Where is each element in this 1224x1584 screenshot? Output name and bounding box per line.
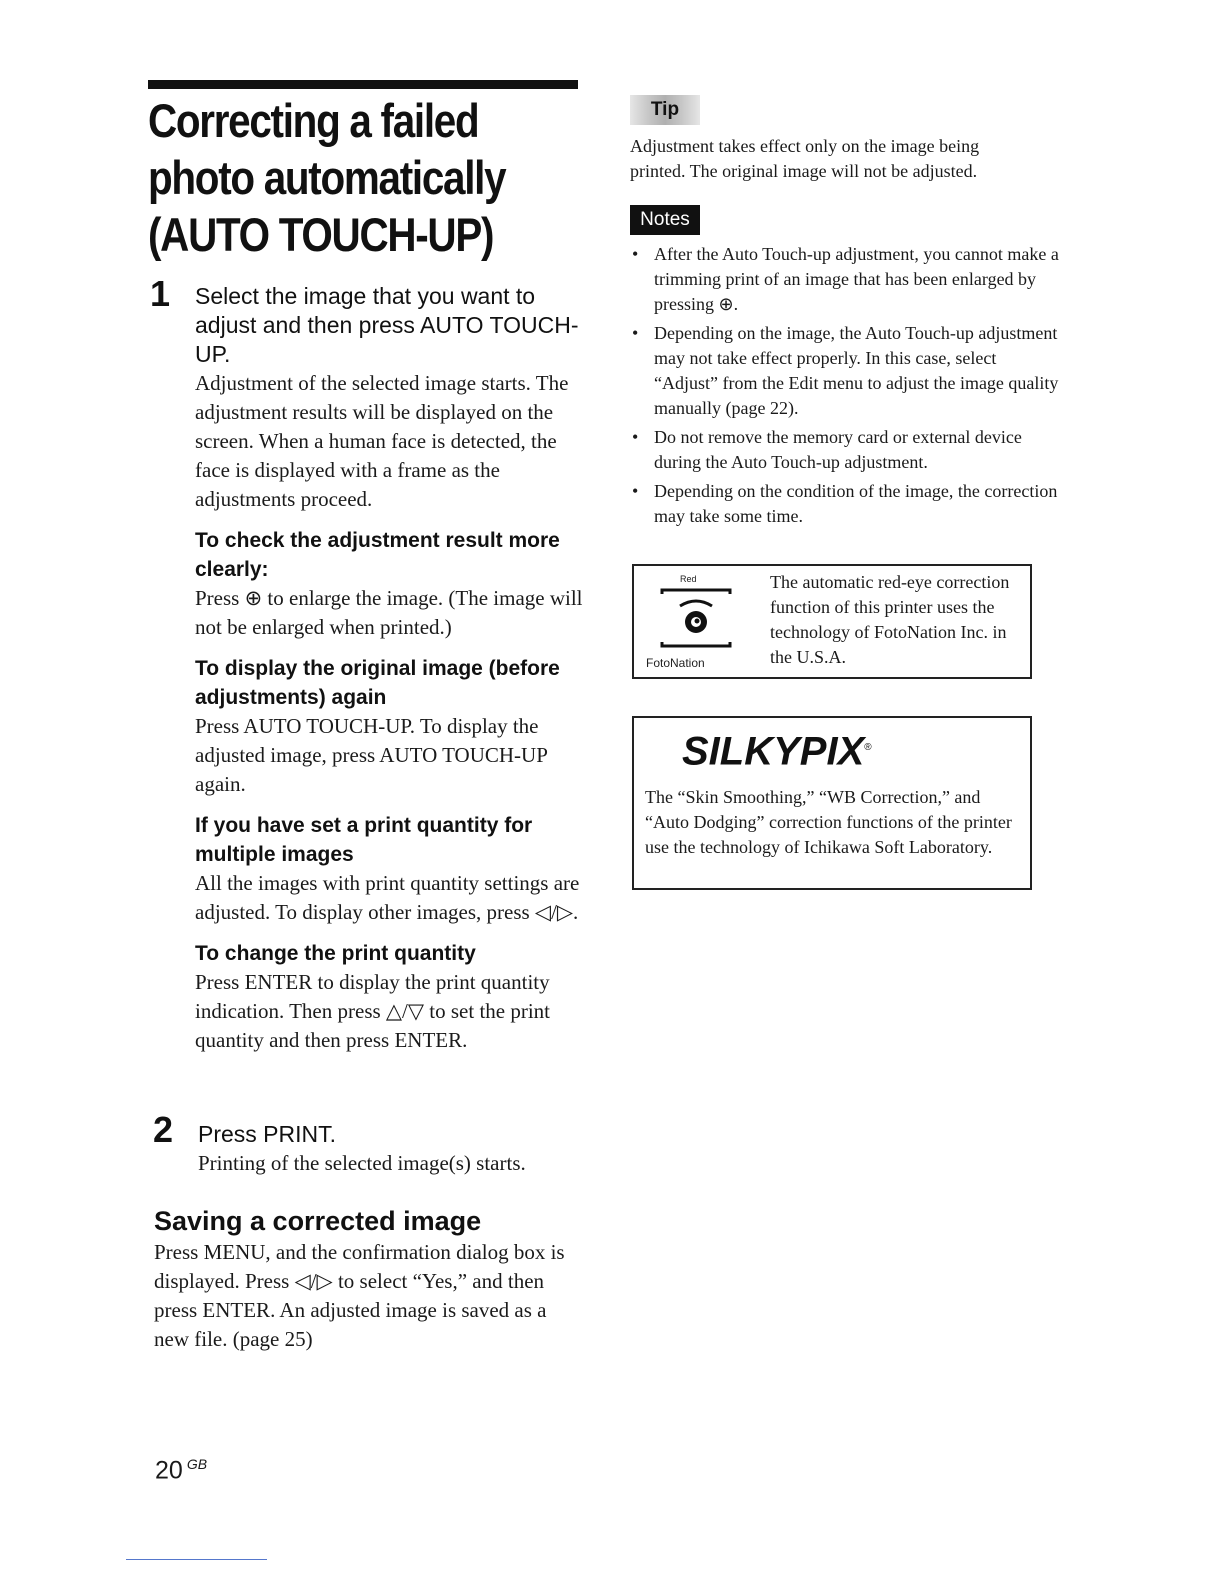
fotonation-box xyxy=(632,564,1032,679)
subsection-quantity-heading: If you have set a print quantity for multiple images xyxy=(195,814,533,866)
note-item: • Depending on the image, the Auto Touch-up adjustment may not take effect properly. In this case, select “Adjust” from the Edit menu to adjust the image quality manually (page 22). xyxy=(630,321,1060,421)
fotonation-logo xyxy=(646,574,746,672)
tip-text: Adjustment takes effect only on the image being printed. The original image will not be adjusted. xyxy=(630,136,980,181)
note-item: • Do not remove the memory card or external device during the Auto Touch-up adjustment. xyxy=(630,425,1060,475)
step-2-heading: Press PRINT. xyxy=(198,1121,337,1147)
page-number xyxy=(155,1456,207,1485)
title-rule xyxy=(148,80,578,89)
note-item: • Depending on the condition of the image, the correction may take some time. xyxy=(630,479,1060,529)
page-title: Correcting a failed photo automatically (AUTO TOUCH-UP) xyxy=(148,94,506,261)
footer-rule xyxy=(126,1559,267,1560)
page-number-value: 20 xyxy=(155,1456,183,1485)
subsection-change-text: Press ENTER to display the print quantity indication. Then press △/▽ to set the print quantity and then press ENTER. xyxy=(195,970,551,1052)
notes-list xyxy=(630,242,1060,533)
silkypix-logo xyxy=(682,722,872,777)
fotonation-logo-red: Red xyxy=(680,574,697,584)
fotonation-logo-text: FotoNation xyxy=(646,656,705,670)
registered-mark: ® xyxy=(864,742,872,753)
notes-badge: Notes xyxy=(630,205,700,235)
fotonation-text: The automatic red-eye correction function of this printer uses the technology of FotoNation Inc. in the U.S.A. xyxy=(770,572,1010,667)
saving-heading: Saving a corrected image xyxy=(154,1206,482,1236)
page-suffix: GB xyxy=(186,1456,208,1472)
step-number-2: 2 xyxy=(153,1109,174,1150)
silkypix-box xyxy=(632,716,1032,890)
step-number-1: 1 xyxy=(150,273,171,314)
tip-badge: Tip xyxy=(630,95,700,125)
saving-section xyxy=(154,1204,584,1354)
subsection-original-heading: To display the original image (before adjustments) again xyxy=(195,657,560,709)
silkypix-logo-text: SILKYPIX xyxy=(682,729,865,774)
step-1-text: Adjustment of the selected image starts. The adjustment results will be displayed on the screen. When a human face is detected, the face is displayed with a frame as the adjustments proceed. xyxy=(195,371,569,511)
red-eye-icon xyxy=(656,588,736,648)
subsection-change-heading: To change the print quantity xyxy=(195,942,476,965)
note-item: • After the Auto Touch-up adjustment, you cannot make a trimming print of an image that has been enlarged by pressing ⊕. xyxy=(630,242,1060,317)
subsection-check-heading: To check the adjustment result more clearly: xyxy=(195,529,560,581)
silkypix-text: The “Skin Smoothing,” “WB Correction,” and “Auto Dodging” correction functions of the printer use the technology of Ichikawa Soft Laboratory. xyxy=(645,787,1012,857)
saving-text: Press MENU, and the confirmation dialog box is displayed. Press ◁/▷ to select “Yes,” and then press ENTER. An adjusted image is saved as a new file. (page 25) xyxy=(154,1240,565,1351)
step-1 xyxy=(195,282,585,1055)
step-2 xyxy=(198,1120,588,1178)
subsection-quantity-text: All the images with print quantity settings are adjusted. To display other images, press ◁/▷. xyxy=(195,871,580,924)
subsection-check-text: Press ⊕ to enlarge the image. (The image will not be enlarged when printed.) xyxy=(195,586,583,639)
step-1-heading: Select the image that you want to adjust and then press AUTO TOUCH-UP. xyxy=(195,283,579,367)
step-2-text: Printing of the selected image(s) starts. xyxy=(198,1151,526,1175)
subsection-original-text: Press AUTO TOUCH-UP. To display the adjusted image, press AUTO TOUCH-UP again. xyxy=(195,714,548,796)
